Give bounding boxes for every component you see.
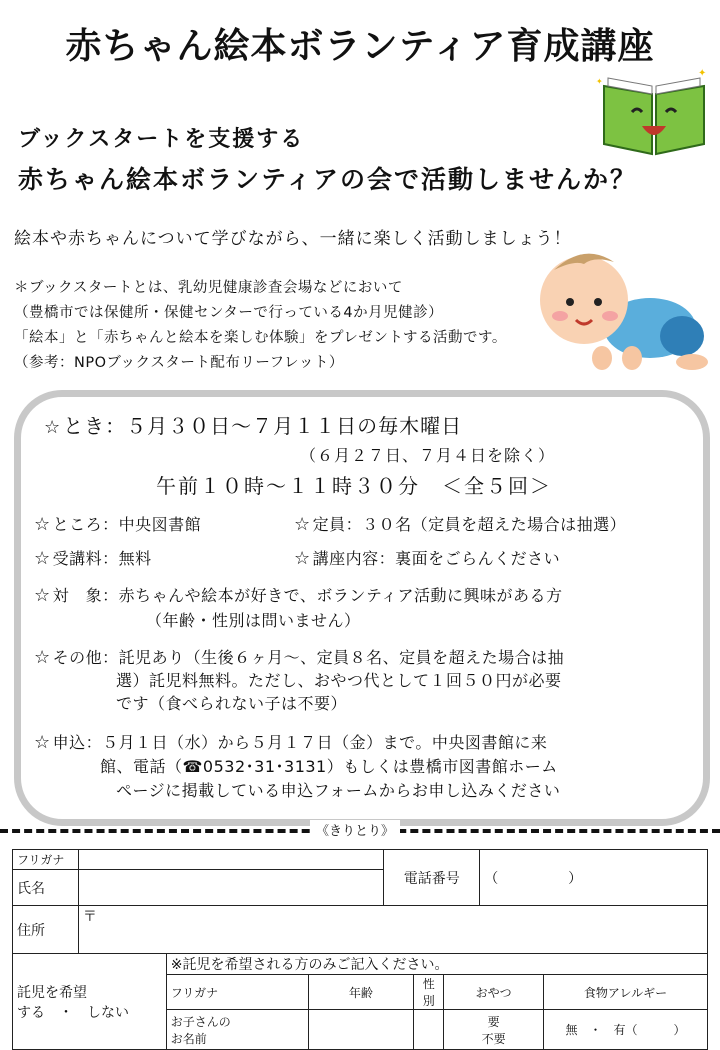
star-icon: ☆ [44, 417, 62, 438]
snack-label: おやつ [444, 975, 544, 1010]
note-line: ＊ブックスタートとは、乳幼児健康診査会場などにおいて [14, 280, 403, 296]
target-text: 対 象：赤ちゃんや絵本が好きで、ボランティア活動に興味がある方 [52, 586, 563, 605]
name-label: 氏名 [13, 870, 79, 906]
child-name-label: お子さんの お名前 [166, 1010, 308, 1050]
note-line: （豊橋市では保健所・保健センターで行っている4か月児健診） [14, 305, 444, 321]
apply-line-1: 申込：５月１日（水）から５月１７日（金）まで。中央図書館に来 [52, 733, 548, 752]
star-icon: ☆ [34, 585, 51, 606]
content-text: 講座内容：裏面をごらんください [312, 549, 561, 568]
allergy-label: 食物アレルギー [544, 975, 708, 1010]
star-icon: ☆ [34, 514, 51, 535]
book-illustration [594, 68, 714, 158]
info-apply [34, 731, 674, 803]
age-field[interactable] [308, 1010, 414, 1050]
apply-line-3: ページに掲載している申込フォームからお申し込みください [116, 781, 561, 800]
furigana-label: フリガナ [13, 850, 79, 870]
note-line: （参考：NPOブックスタート配布リーフレット） [14, 355, 344, 371]
info-target-note: （年齢・性別は問いません） [146, 611, 361, 630]
info-other [34, 646, 684, 715]
fee-text: 受講料：無料 [52, 549, 152, 568]
svg-text:✦: ✦ [596, 77, 603, 86]
info-capacity [294, 512, 626, 535]
note-line: 「絵本」と「赤ちゃんと絵本を楽しむ体験」をプレゼントする活動です。 [14, 330, 507, 346]
when-text: とき：５月３０日～７月１１日の毎木曜日 [63, 414, 463, 438]
other-line-2: 選）託児料無料。ただし、おやつ代として１回５０円が必要 [116, 671, 562, 690]
page-title: 赤ちゃん絵本ボランティア育成講座 [65, 26, 655, 67]
phone-field[interactable]: （ ） [480, 850, 708, 906]
lead-line-2: 赤ちゃん絵本ボランティアの会で活動しませんか？ [18, 165, 638, 194]
allergy-options[interactable]: 無 ・ 有（ ） [544, 1010, 708, 1050]
apply-line-2: 館、電話（☎0532･31･3131）もしくは豊橋市図書館ホーム [100, 757, 558, 776]
place-text: ところ：中央図書館 [52, 515, 202, 534]
info-target [34, 583, 563, 606]
furigana-field[interactable] [78, 850, 383, 870]
star-icon: ☆ [294, 514, 311, 535]
address-label: 住所 [13, 906, 79, 954]
phone-label: 電話番号 [384, 850, 480, 906]
childcare-label: 託児を希望 [17, 984, 87, 1001]
childcare-options[interactable]: する ・ しない [17, 1004, 129, 1021]
childcare-cell[interactable] [13, 954, 167, 1050]
star-icon: ☆ [34, 732, 51, 753]
star-icon: ☆ [34, 548, 51, 569]
info-time: 午前１０時～１１時３０分 ＜全５回＞ [156, 474, 552, 498]
gender-label: 性別 [414, 975, 444, 1010]
info-content [294, 546, 560, 569]
svg-text:✦: ✦ [698, 68, 707, 79]
gender-field[interactable] [414, 1010, 444, 1050]
info-place [34, 512, 201, 535]
star-icon: ☆ [34, 647, 51, 668]
child-furigana-label: フリガナ [166, 975, 308, 1010]
address-field[interactable]: 〒 [78, 906, 707, 954]
snack-options[interactable]: 要 不要 [444, 1010, 544, 1050]
info-when [44, 410, 462, 439]
cut-label: 《きりとり》 [310, 820, 400, 839]
capacity-text: 定員：３０名（定員を超えた場合は抽選） [312, 515, 627, 534]
age-label: 年齢 [308, 975, 414, 1010]
crawling-baby-illustration [532, 240, 712, 380]
lead-line-1: ブックスタートを支援する [18, 127, 305, 152]
intro-text: 絵本や赤ちゃんについて学びながら、一緒に楽しく活動しましょう！ [14, 229, 572, 249]
childcare-note: ※託児を希望される方のみご記入ください。 [166, 954, 707, 975]
other-line-3: です（食べられない子は不要） [116, 694, 348, 713]
name-field[interactable] [78, 870, 383, 906]
star-icon: ☆ [294, 548, 311, 569]
info-except: （６月２７日、７月４日を除く） [300, 446, 556, 465]
application-form [12, 849, 708, 1050]
info-fee [34, 546, 152, 569]
other-line-1: その他：託児あり（生後６ヶ月～、定員８名、定員を超えた場合は抽 [52, 648, 565, 667]
